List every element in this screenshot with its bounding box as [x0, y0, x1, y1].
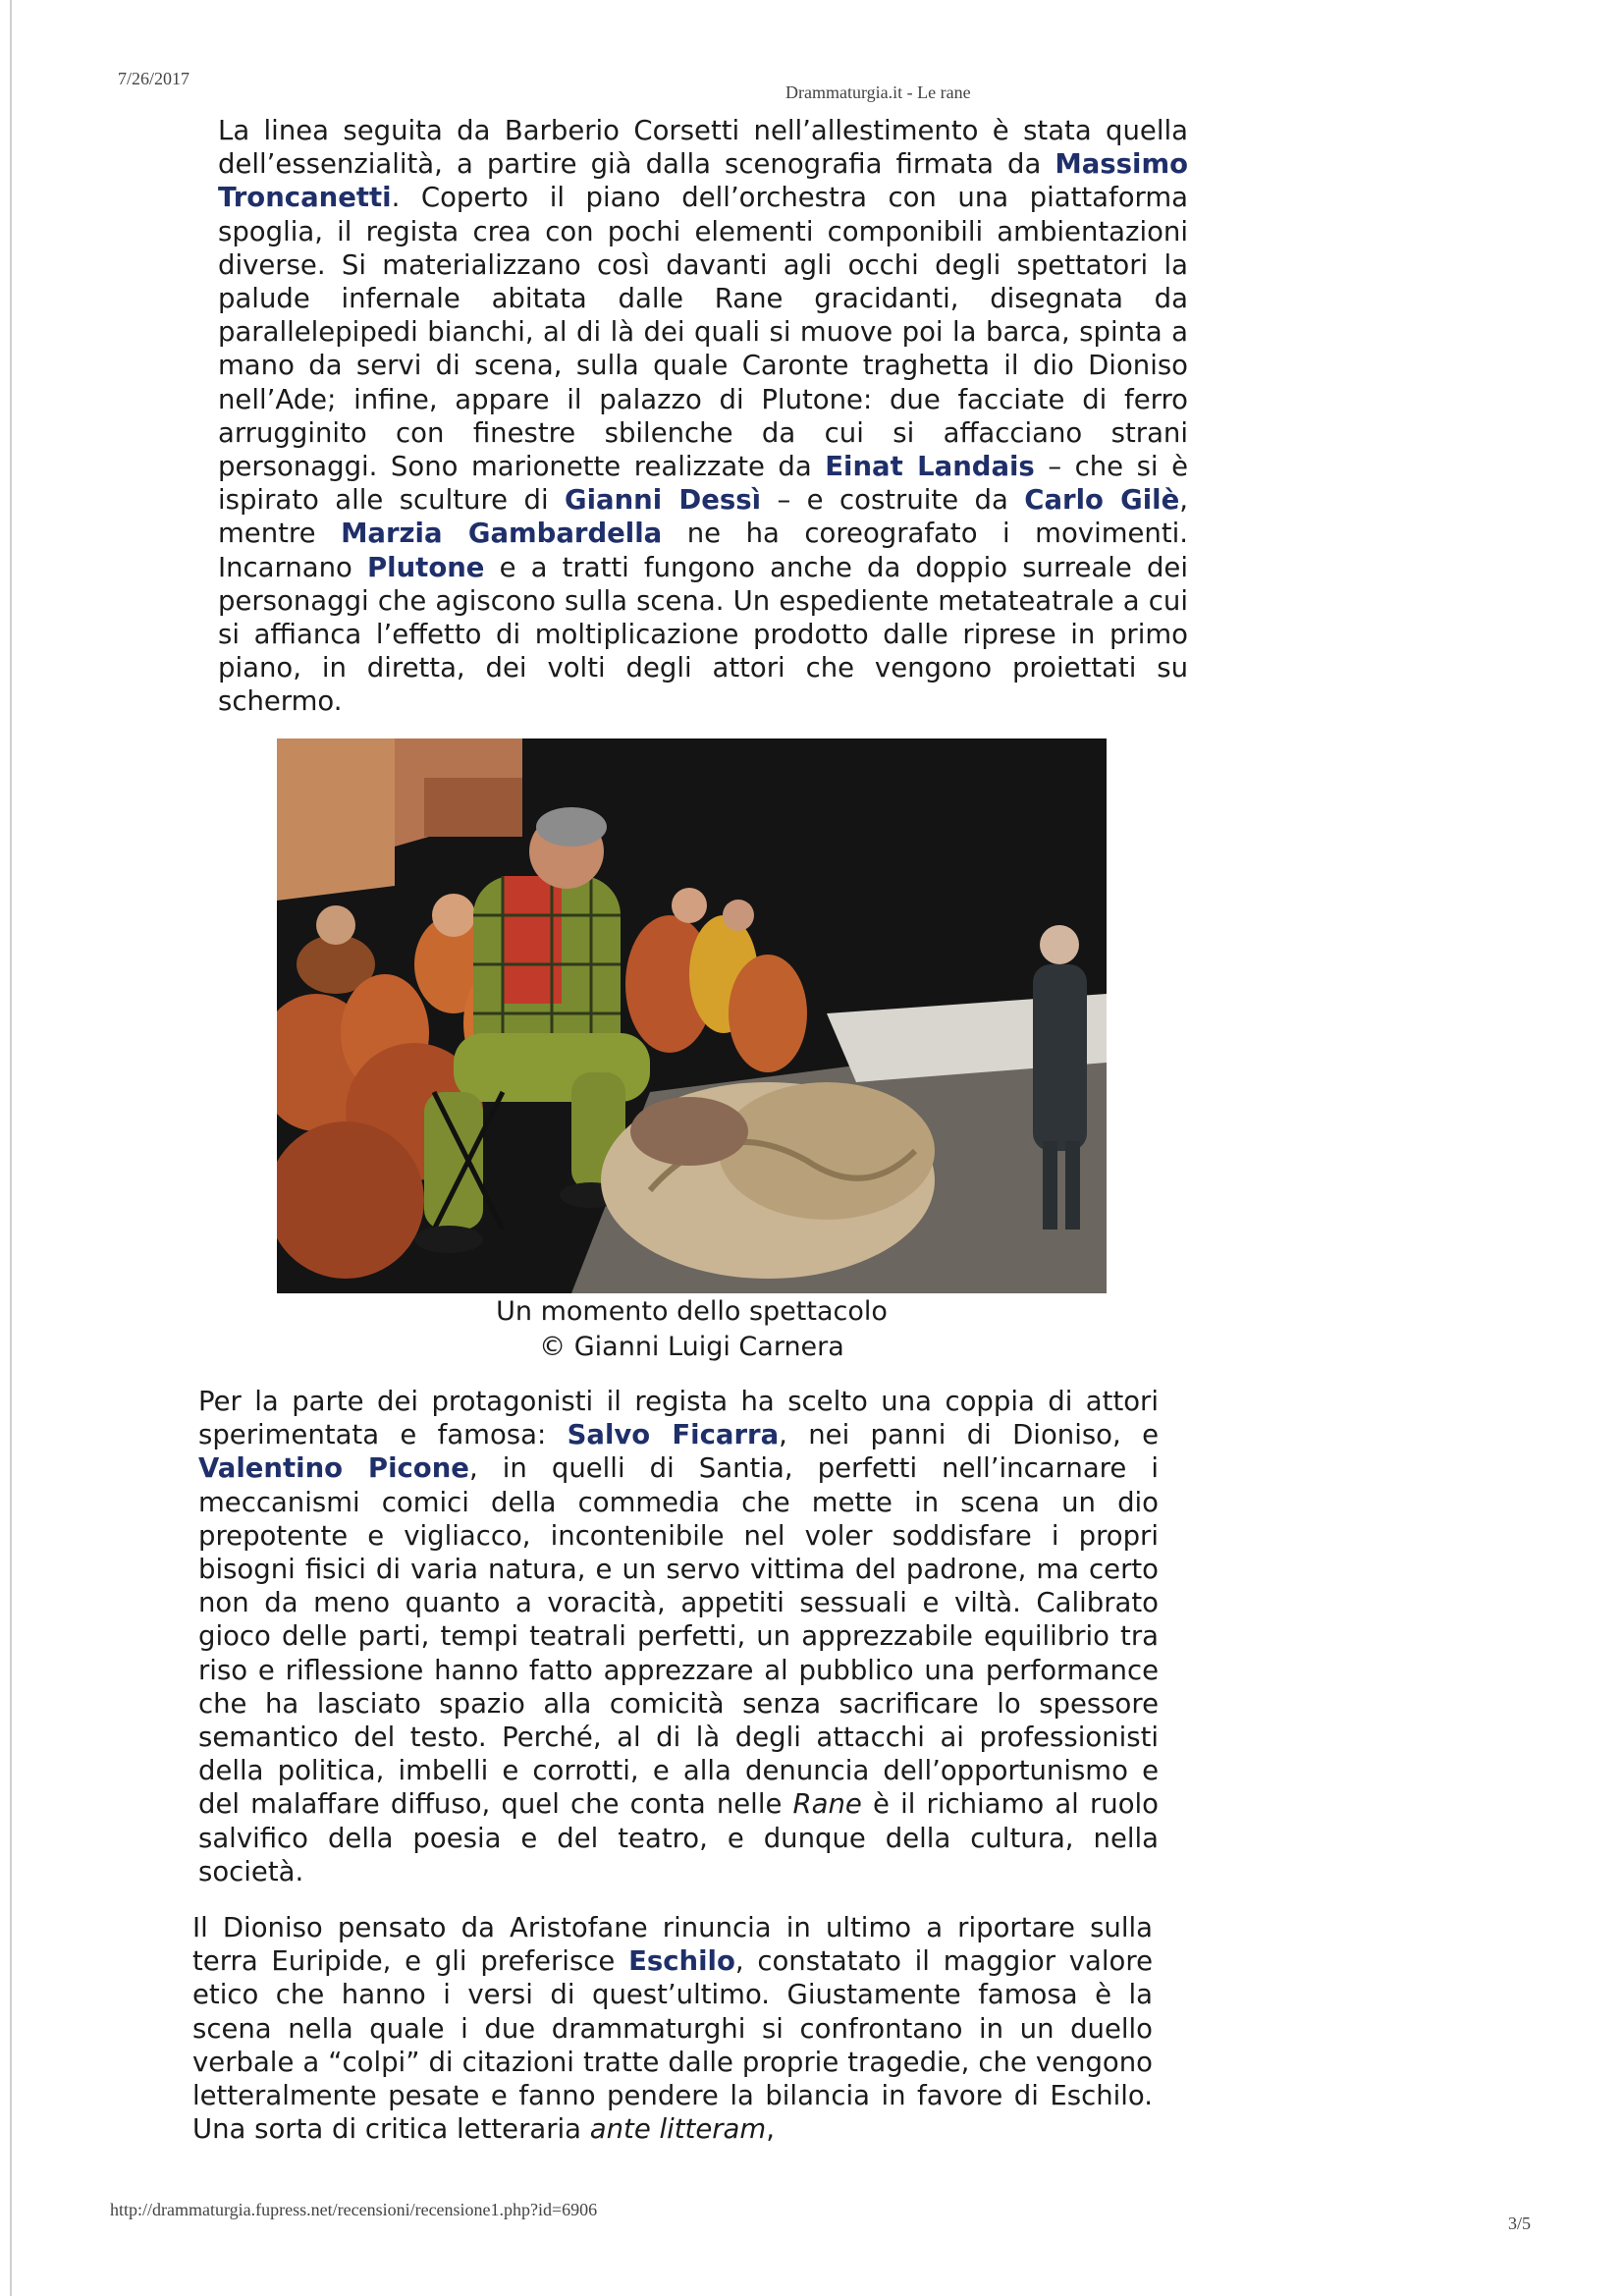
text-run: , in quelli di Santia, perfetti nell’incarnare i meccanismi comici della commedia che mette in scena un dio prepotente e vigliacco, incontenibile nel voler soddisfare i propri bisogni fisici di varia natura, e un servo vittima del padrone, ma certo non da meno quanto a voracità, appetiti sessuali e viltà. Calibrato gioco delle parti, tempi teatrali perfetti, un apprezzabile equilibrio tra riso e riflessione hanno fatto apprezzare al pubblico una performance che ha lasciato spazio alla comicità senza sacrificare lo spessore semantico del testo. Perché, al di là degli attacchi ai professionisti della politica, imbelli e corrotti, e alla denuncia dell’opportunismo e del malaffare diffuso, quel che conta nelle [198, 1452, 1159, 1821]
text-run: . Coperto il piano dell’orchestra con una piattaforma spoglia, il regista crea con pochi elementi componibili ambientazioni diverse. Si materializzano così davanti agli occhi degli spettatori la palude infernale abitata dalle Rane gracidanti, disegnata da parallelepipedi bianchi, al di là dei quali si muove poi la barca, spinta a mano da servi di scena, sulla quale Caronte traghetta il dio Dioniso nell’Ade; infine, appare il palazzo di Plutone: due facciate di ferro arrugginito con finestre sbilenche da cui si affacciano strani personaggi. Sono marionette realizzate da [218, 182, 1188, 483]
text-run: è il richiamo al ruolo salvifico della poesia e del teatro, e dunque della cultura, nella società. [198, 1788, 1159, 1887]
article-paragraph-3 [192, 1911, 1153, 2146]
stage-photo-image [277, 738, 1107, 1293]
text-run: , nei panni di Dioniso, e [779, 1419, 1159, 1451]
article-paragraph-2 [198, 1385, 1159, 1888]
print-date: 7/26/2017 [118, 69, 190, 88]
text-run: – che si è ispirato alle sculture di [218, 451, 1188, 517]
text-run: – e costruite da [761, 484, 1025, 517]
text-run: , [766, 2113, 775, 2146]
bold-name: Einat Landais [825, 451, 1035, 483]
print-page-title: Drammaturgia.it - Le rane [785, 82, 971, 102]
stage-photo [277, 738, 1107, 1293]
photo-credit: © Gianni Luigi Carnera [539, 1332, 844, 1362]
bold-name: Massimo Troncanetti [218, 148, 1188, 214]
bold-name: Marzia Gambardella [341, 518, 663, 550]
text-run: La linea seguita da Barberio Corsetti nell’allestimento è stata quella dell’essenzialità, a partire già dalla scenografia firmata da [218, 115, 1188, 181]
print-url: http://drammaturgia.fupress.net/recensioni/recensione1.php?id=6906 [110, 2200, 598, 2219]
text-run: , constatato il maggior valore etico che hanno i versi di quest’ultimo. Giustamente famosa è la scena nella quale i due drammaturghi si confrontano in un duello verbale a “colpi” di citazioni tratte dalle proprie tragedie, che vengono letteralmente pesate e fanno pendere la bilancia in favore di Eschilo. Una sorta di critica letteraria [192, 1945, 1153, 2146]
text-run: , mentre [218, 484, 1188, 550]
bold-name: Valentino Picone [198, 1452, 469, 1485]
scan-edge [10, 0, 12, 2296]
bold-name: Carlo Gilè [1024, 484, 1180, 517]
article-paragraph-1 [218, 114, 1188, 719]
bold-name: Plutone [367, 551, 485, 583]
italic-text: ante litteram [589, 2113, 767, 2146]
bold-name: Gianni Dessì [565, 484, 762, 517]
text-run: e a tratti fungono anche da doppio surreale dei personaggi che agiscono sulla scena. Un espediente metateatrale a cui si affianca l’effetto di moltiplicazione prodotto dalle riprese in primo piano, in diretta, dei volti degli attori che vengono proiettati su schermo. [218, 551, 1188, 718]
bold-name: Salvo Ficarra [567, 1419, 780, 1451]
text-run: ne ha coreografato i movimenti. Incarnano [218, 518, 1189, 583]
page-number: 3/5 [1508, 2214, 1532, 2233]
text-run: Per la parte dei protagonisti il regista ha scelto una coppia di attori sperimentata e famosa: [198, 1386, 1159, 1451]
italic-text: Rane [792, 1788, 862, 1821]
text-run: Il Dioniso pensato da Aristofane rinuncia in ultimo a riportare sulla terra Euripide, e gli preferisce [192, 1912, 1153, 1978]
photo-caption: Un momento dello spettacolo [496, 1296, 888, 1327]
bold-name: Eschilo [628, 1945, 735, 1978]
